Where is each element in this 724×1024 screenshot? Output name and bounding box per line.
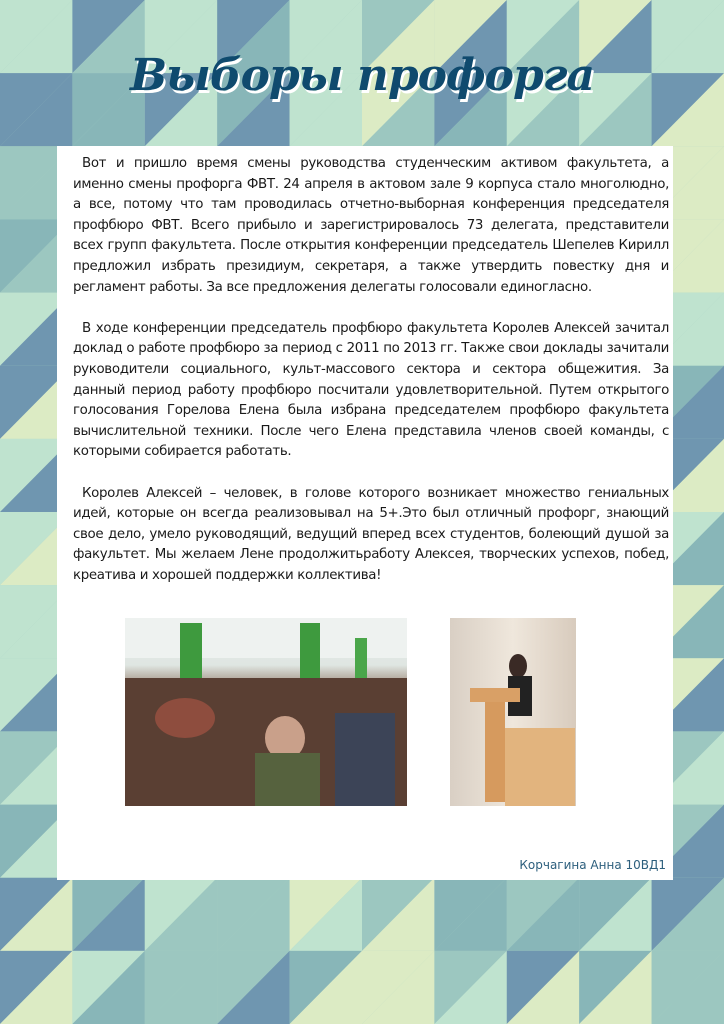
paragraph: Вот и пришло время смены руководства студенческим активом факультета, а именно смены профорга ФВТ. 24 апреля в актовом зале 9 корпуса стало многолюдно, а все, потому что там проводилась отчетно-выборная конференция председателя профбюро ФВТ. Всего прибыло и зарегистрировалось 73 делегата, представители всех групп факультета. После открытия конференции председатель Шепелев Кирилл предложил избрать президиум, секретаря, а также утвердить повестку дня и регламент работы. За все предложения делегаты голосовали единогласно. [73,156,669,295]
paragraph: Королев Алексей – человек, в голове которого возникает множество гениальных идей, которые он всегда реализовывал на 5+.Это был отличный профорг, знающий свое дело, умело руководящий, ведущий вперед всех студентов, болеющий душой за факультет. Мы желаем Лене продолжитьработу Алексея, творческих успехов, побед, креатива и хорошей поддержки коллектива! [73,485,669,583]
author-signature: Корчагина Анна 10ВД1 [519,858,666,872]
speaker-at-podium-photo [450,618,576,806]
page-title: Выборы профорга [129,50,595,101]
article-body [73,154,669,607]
paragraph: В ходе конференции председатель профбюро факультета Королев Алексей зачитал доклад о работе профбюро за период с 2011 по 2013 гг. Также свои доклады зачитали руководители социального, культ-массового сектора и сектора общежития. За данный период работу профбюро посчитали удовлетворительной. Путем открытого голосования Горелова Елена была избрана председателем профбюро факультета вычислительной техники. После чего Елена представила членов своей команды, с которыми собирается работать. [73,320,669,460]
conference-hall-photo [125,618,407,806]
